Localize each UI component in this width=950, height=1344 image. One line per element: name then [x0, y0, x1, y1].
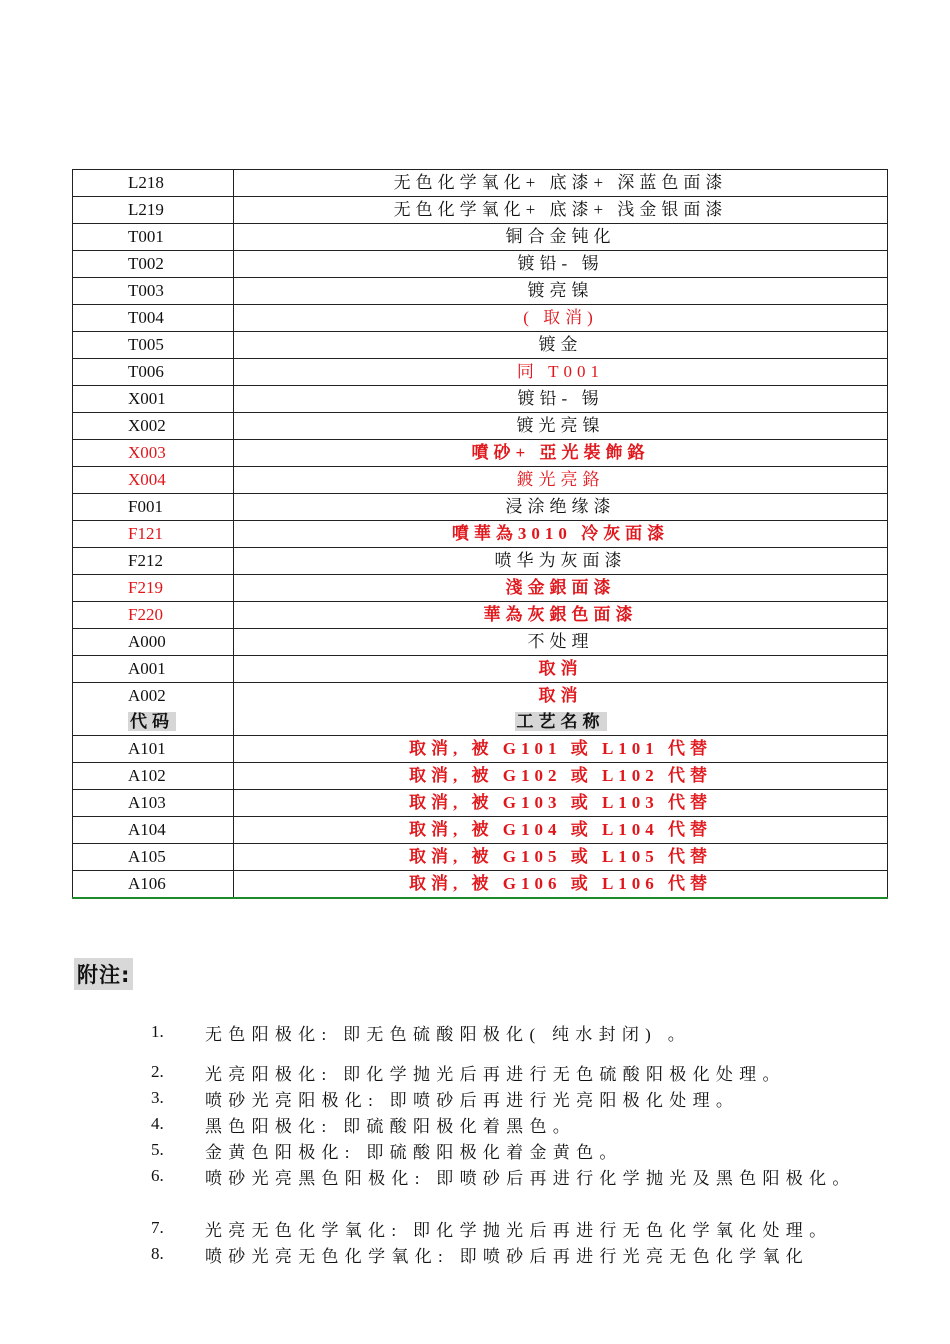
table-row [73, 305, 888, 332]
process-code-cell: A000 [73, 629, 234, 656]
note-number: 2. [151, 1062, 164, 1081]
table-row [73, 575, 888, 602]
process-code-cell: A002 [73, 683, 234, 710]
note-number: 1. [151, 1022, 164, 1041]
table-row [73, 763, 888, 790]
table-row [73, 683, 888, 710]
table-row [73, 790, 888, 817]
process-code-cell: X004 [73, 467, 234, 494]
process-name-cell: 淺金銀面漆 [234, 575, 888, 602]
process-code-cell: A101 [73, 736, 234, 763]
process-name-cell: 取消, 被 G105 或 L105 代替 [234, 844, 888, 871]
process-name-cell: 镀光亮镍 [234, 413, 888, 440]
process-code-cell: F219 [73, 575, 234, 602]
notes-title: 附注: [74, 958, 133, 990]
table-row [73, 413, 888, 440]
process-name-cell: 取消 [234, 656, 888, 683]
table-row [73, 332, 888, 359]
process-name-cell: 不处理 [234, 629, 888, 656]
table-row [73, 197, 888, 224]
process-name-cell: 镀铅- 锡 [234, 251, 888, 278]
table-row [73, 521, 888, 548]
table-row [73, 817, 888, 844]
note-text: 喷砂光亮黑色阳极化: 即喷砂后再进行化学抛光及黑色阳极化。 [205, 1169, 856, 1188]
table-row [73, 844, 888, 871]
table-row [73, 548, 888, 575]
process-name-cell: 铜合金钝化 [234, 224, 888, 251]
process-name-cell: 喷华为灰面漆 [234, 548, 888, 575]
note-number: 4. [151, 1114, 164, 1133]
process-name-cell: 噴華為3010 冷灰面漆 [234, 521, 888, 548]
process-name-cell: 取消, 被 G103 或 L103 代替 [234, 790, 888, 817]
process-name-cell: 镀亮镍 [234, 278, 888, 305]
process-code-cell: F212 [73, 548, 234, 575]
process-code-cell: F121 [73, 521, 234, 548]
process-name-cell: 镀金 [234, 332, 888, 359]
note-number: 8. [151, 1244, 164, 1263]
process-name-cell: 取消, 被 G104 或 L104 代替 [234, 817, 888, 844]
process-code-cell: A103 [73, 790, 234, 817]
process-code-cell: A106 [73, 871, 234, 899]
note-text: 金黄色阳极化: 即硫酸阳极化着金黄色。 [205, 1143, 623, 1162]
note-number: 3. [151, 1088, 164, 1107]
note-number: 5. [151, 1140, 164, 1159]
table-row [73, 656, 888, 683]
note-text: 光亮无色化学氧化: 即化学抛光后再进行无色化学氧化处理。 [205, 1221, 833, 1240]
table-row [73, 440, 888, 467]
process-name-cell: 无色化学氧化+ 底漆+ 深蓝色面漆 [234, 170, 888, 197]
process-code-cell: T004 [73, 305, 234, 332]
process-name-cell: 同 T001 [234, 359, 888, 386]
process-code-cell: A104 [73, 817, 234, 844]
process-code-cell: X002 [73, 413, 234, 440]
table-row [73, 467, 888, 494]
process-code-cell: F220 [73, 602, 234, 629]
note-text: 喷砂光亮无色化学氧化: 即喷砂后再进行光亮无色化学氧化 [205, 1247, 810, 1266]
note-number: 6. [151, 1166, 164, 1185]
table-row [73, 251, 888, 278]
note-text: 黑色阳极化: 即硫酸阳极化着黑色。 [205, 1117, 577, 1136]
process-name-cell: 浸涂绝缘漆 [234, 494, 888, 521]
process-name-cell: 取消, 被 G106 或 L106 代替 [234, 871, 888, 899]
table-row [73, 602, 888, 629]
table-row [73, 359, 888, 386]
note-text: 光亮阳极化: 即化学抛光后再进行无色硫酸阳极化处理。 [205, 1065, 786, 1084]
process-code-cell: A001 [73, 656, 234, 683]
process-name-cell: 无色化学氧化+ 底漆+ 浅金银面漆 [234, 197, 888, 224]
process-code-cell: T003 [73, 278, 234, 305]
table-row [73, 224, 888, 251]
process-code-cell: F001 [73, 494, 234, 521]
process-name-cell: 華為灰銀色面漆 [234, 602, 888, 629]
table-row [73, 736, 888, 763]
table-row [73, 278, 888, 305]
header-code-label: 代码 [130, 712, 174, 731]
process-code-cell: A105 [73, 844, 234, 871]
note-number: 7. [151, 1218, 164, 1237]
process-table-body [73, 170, 888, 899]
header-name-label: 工艺名称 [516, 712, 605, 731]
process-code-cell: A102 [73, 763, 234, 790]
process-code-cell: X001 [73, 386, 234, 413]
process-name-cell: 取消, 被 G101 或 L101 代替 [234, 736, 888, 763]
process-name-cell: ( 取消) [234, 305, 888, 332]
table-row [73, 629, 888, 656]
process-code-cell: L219 [73, 197, 234, 224]
note-text: 无色阳极化: 即无色硫酸阳极化( 纯水封闭) 。 [205, 1025, 691, 1044]
process-code-table [72, 169, 888, 899]
table-row [73, 494, 888, 521]
process-code-cell: T006 [73, 359, 234, 386]
table-header-row [73, 709, 888, 736]
process-code-cell: T005 [73, 332, 234, 359]
process-name-cell: 取消, 被 G102 或 L102 代替 [234, 763, 888, 790]
process-name-cell: 噴砂+ 亞光裝飾鉻 [234, 440, 888, 467]
process-code-cell: T001 [73, 224, 234, 251]
table-row [73, 871, 888, 899]
note-text: 喷砂光亮阳极化: 即喷砂后再进行光亮阳极化处理。 [205, 1091, 740, 1110]
table-row [73, 170, 888, 197]
process-name-cell: 鍍光亮鉻 [234, 467, 888, 494]
process-code-cell: X003 [73, 440, 234, 467]
process-code-cell: L218 [73, 170, 234, 197]
process-name-cell: 取消 [234, 683, 888, 710]
process-name-cell: 镀铅- 锡 [234, 386, 888, 413]
process-code-cell: T002 [73, 251, 234, 278]
table-row [73, 386, 888, 413]
